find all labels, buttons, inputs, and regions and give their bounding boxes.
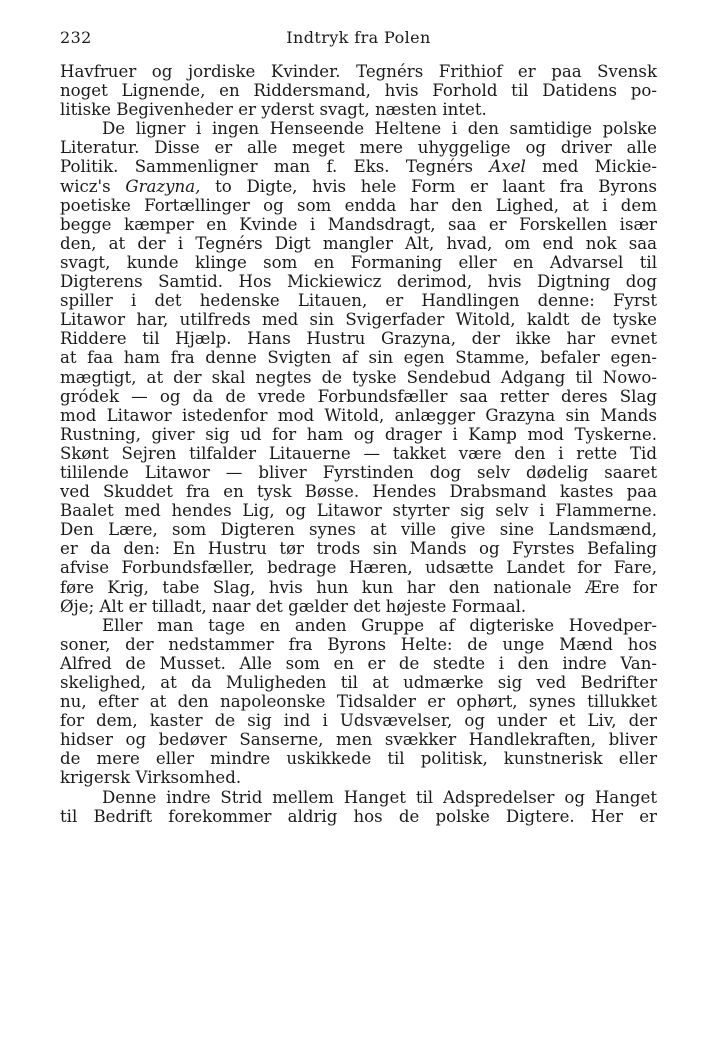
text-line: De ligner i ingen Henseende Heltene i den samtidige polske [102,119,657,139]
work-title: Axel [489,157,526,177]
text-line: Litawor har, utilfreds med sin Svigerfader Witold, kaldt de tyske [60,310,657,330]
text-line: Politik. Sammenligner man f. Eks. Tegnérs Axel med Mickie- [60,157,657,177]
page-number: 232 [60,28,92,47]
text-line: Alfred de Musset. Alle som en er de stedte i den indre Van- [60,653,657,673]
text-line: gródek — og da de vrede Forbundsfæller saa retter deres Slag [60,386,657,406]
text-line: Øje; Alt er tilladt, naar det gælder det højeste Formaal. [60,596,527,616]
text-line: Denne indre Strid mellem Hanget til Adspredelser og Hanget [102,787,657,807]
work-title: Grazyna, [125,176,201,196]
text-line: ved Skuddet fra en tysk Bøsse. Hendes Drabsmand kastes paa [60,482,657,502]
text-line: den, at der i Tegnérs Digt mangler Alt, hvad, om end nok saa [60,233,657,253]
text-line: Skønt Sejren tilfalder Litauerne — takket være den i rette Tid [60,443,657,463]
text-line: de mere eller mindre uskikkede til politisk, kunstnerisk eller [60,749,657,769]
text-line: skelighed, at da Muligheden til at udmærke sig ved Bedrifter [60,673,657,692]
text-line: poetiske Fortællinger og som endda har den Lighed, at i dem [60,195,657,215]
text-line: spiller i det hedenske Litauen, er Handlingen denne: Fyrst [60,291,657,311]
text-line: tililende Litawor — bliver Fyrstinden dog selv dødelig saaret [60,462,657,482]
text-line: Digterens Samtid. Hos Mickiewicz derimod, hvis Digtning dog [60,272,657,292]
text-line: mægtigt, at der skal negtes de tyske Sendebud Adgang til Nowo- [60,367,657,387]
page-header [60,28,657,50]
text-line: føre Krig, tabe Slag, hvis hun kun har den nationale Ære for [60,577,657,597]
text-line: er da den: En Hustru tør trods sin Mands og Fyrstes Befaling [60,539,657,559]
text-line: til Bedrift forekommer aldrig hos de polske Digtere. Her er [60,806,657,826]
text-line: Literatur. Disse er alle meget mere uhyggelige og driver alle [60,138,657,158]
text-line: Eller man tage en anden Gruppe af digteriske Hovedper- [102,615,657,635]
text-line: Den Lære, som Digteren synes at ville give sine Landsmænd, [60,520,657,540]
text-line: afvise Forbundsfæller, bedrage Hæren, udsætte Landet for Fare, [60,558,657,578]
text-line: Rustning, giver sig ud for ham og drager i Kamp mod Tyskerne. [60,424,657,444]
running-head: Indtryk fra Polen [286,28,431,47]
text-line: Havfruer og jordiske Kvinder. Tegnérs Frithiof er paa Svensk [60,62,657,81]
text-line: mod Litawor istedenfor mod Witold, anlægger Grazyna sin Mands [60,405,657,425]
text-line: litiske Begivenheder er yderst svagt, næsten intet. [60,100,487,120]
text-line: hidser og bedøver Sanserne, men svækker Handlekraften, bliver [60,730,657,750]
text-line: soner, der nedstammer fra Byrons Helte: de unge Mænd hos [60,634,657,654]
text-line: at faa ham fra denne Svigten af sin egen Stamme, befaler egen- [60,348,657,368]
text-line: begge kæmper en Kvinde i Mandsdragt, saa er Forskellen især [60,214,657,234]
text-line: nu, efter at den napoleonske Tidsalder er ophørt, synes tillukket [60,692,657,712]
text-line: svagt, kunde klinge som en Formaning eller en Advarsel til [60,252,657,272]
text-line: Baalet med hendes Lig, og Litawor styrter sig selv i Flammerne. [60,501,657,521]
text-line: wicz's Grazyna, to Digte, hvis hele Form er laant fra Byrons [60,176,657,196]
text-line: Riddere til Hjælp. Hans Hustru Grazyna, der ikke har evnet [60,329,657,349]
body-text [60,62,657,826]
text-line: for dem, kaster de sig ind i Udsvævelser, og under et Liv, der [60,711,657,731]
text-line: noget Lignende, en Riddersmand, hvis Forhold til Datidens po- [60,81,657,101]
text-line: krigersk Virksomhed. [60,768,242,788]
